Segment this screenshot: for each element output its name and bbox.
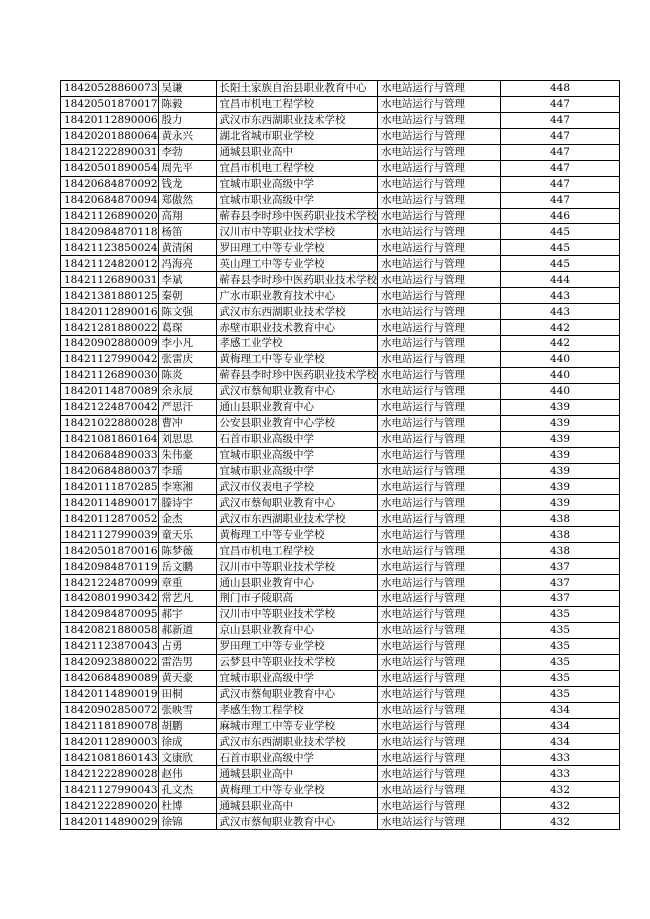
major-cell: 水电站运行与管理 bbox=[378, 750, 501, 766]
school-name-cell: 云梦县中等职业技术学校 bbox=[216, 654, 378, 670]
candidate-name-cell: 陈炎 bbox=[158, 367, 216, 383]
major-cell: 水电站运行与管理 bbox=[378, 367, 501, 383]
score-cell: 437 bbox=[501, 591, 620, 607]
score-cell: 442 bbox=[501, 336, 620, 352]
candidate-name-cell: 黄清闲 bbox=[158, 240, 216, 256]
candidate-id-cell: 18420501870016 bbox=[61, 543, 159, 559]
candidate-name-cell: 李小凡 bbox=[158, 336, 216, 352]
school-name-cell: 武汉市东西湖职业技术学校 bbox=[216, 112, 378, 128]
major-cell: 水电站运行与管理 bbox=[378, 383, 501, 399]
candidate-id-cell: 18421222890031 bbox=[61, 144, 159, 160]
score-cell: 435 bbox=[501, 686, 620, 702]
school-name-cell: 孝感生物工程学校 bbox=[216, 702, 378, 718]
score-cell: 443 bbox=[501, 288, 620, 304]
candidate-name-cell: 吴谦 bbox=[158, 81, 216, 97]
school-name-cell: 汉川市中等职业技术学校 bbox=[216, 559, 378, 575]
candidate-id-cell: 18421123870043 bbox=[61, 638, 159, 654]
score-cell: 447 bbox=[501, 160, 620, 176]
score-cell: 446 bbox=[501, 208, 620, 224]
score-cell: 439 bbox=[501, 431, 620, 447]
school-name-cell: 武汉市仪表电子学校 bbox=[216, 479, 378, 495]
candidate-id-cell: 18420821880058 bbox=[61, 622, 159, 638]
candidate-id-cell: 18420501890054 bbox=[61, 160, 159, 176]
major-cell: 水电站运行与管理 bbox=[378, 670, 501, 686]
table-row bbox=[61, 718, 620, 734]
score-cell: 439 bbox=[501, 447, 620, 463]
score-cell: 432 bbox=[501, 814, 620, 830]
major-cell: 水电站运行与管理 bbox=[378, 654, 501, 670]
candidate-name-cell: 孔文杰 bbox=[158, 782, 216, 798]
candidate-id-cell: 18421022880028 bbox=[61, 415, 159, 431]
candidate-name-cell: 余永辰 bbox=[158, 383, 216, 399]
candidate-name-cell: 高翔 bbox=[158, 208, 216, 224]
candidate-name-cell: 胡鹏 bbox=[158, 718, 216, 734]
major-cell: 水电站运行与管理 bbox=[378, 495, 501, 511]
school-name-cell: 通山县职业教育中心 bbox=[216, 575, 378, 591]
school-name-cell: 武汉市蔡甸职业教育中心 bbox=[216, 383, 378, 399]
school-name-cell: 蕲春县李时珍中医药职业技术学校 bbox=[216, 367, 378, 383]
table-row bbox=[61, 224, 620, 240]
score-cell: 434 bbox=[501, 702, 620, 718]
candidate-id-cell: 18420984870095 bbox=[61, 606, 159, 622]
table-row bbox=[61, 351, 620, 367]
school-name-cell: 宜城市职业高级中学 bbox=[216, 463, 378, 479]
candidate-id-cell: 18421123850024 bbox=[61, 240, 159, 256]
score-cell: 443 bbox=[501, 304, 620, 320]
candidate-name-cell: 徐锦 bbox=[158, 814, 216, 830]
candidate-id-cell: 18420684890033 bbox=[61, 447, 159, 463]
score-cell: 438 bbox=[501, 527, 620, 543]
score-cell: 435 bbox=[501, 622, 620, 638]
candidate-id-cell: 18420984870118 bbox=[61, 224, 159, 240]
candidate-name-cell: 郑傲然 bbox=[158, 192, 216, 208]
candidate-id-cell: 18420114890017 bbox=[61, 495, 159, 511]
major-cell: 水电站运行与管理 bbox=[378, 702, 501, 718]
school-name-cell: 蕲春县李时珍中医药职业技术学校 bbox=[216, 272, 378, 288]
candidate-name-cell: 黄永兴 bbox=[158, 128, 216, 144]
candidate-name-cell: 陈文强 bbox=[158, 304, 216, 320]
school-name-cell: 武汉市东西湖职业技术学校 bbox=[216, 304, 378, 320]
candidate-id-cell: 18421124820012 bbox=[61, 256, 159, 272]
score-cell: 445 bbox=[501, 256, 620, 272]
table-row bbox=[61, 367, 620, 383]
major-cell: 水电站运行与管理 bbox=[378, 351, 501, 367]
score-cell: 439 bbox=[501, 463, 620, 479]
school-name-cell: 京山县职业教育中心 bbox=[216, 622, 378, 638]
school-name-cell: 石首市职业高级中学 bbox=[216, 750, 378, 766]
school-name-cell: 通城县职业高中 bbox=[216, 798, 378, 814]
candidate-id-cell: 18420114890019 bbox=[61, 686, 159, 702]
candidate-name-cell: 郝新道 bbox=[158, 622, 216, 638]
school-name-cell: 武汉市东西湖职业技术学校 bbox=[216, 734, 378, 750]
candidate-id-cell: 18420902850072 bbox=[61, 702, 159, 718]
candidate-id-cell: 18421224870042 bbox=[61, 399, 159, 415]
major-cell: 水电站运行与管理 bbox=[378, 96, 501, 112]
school-name-cell: 武汉市蔡甸职业教育中心 bbox=[216, 814, 378, 830]
score-cell: 440 bbox=[501, 351, 620, 367]
score-cell: 439 bbox=[501, 399, 620, 415]
school-name-cell: 宜城市职业高级中学 bbox=[216, 192, 378, 208]
score-cell: 445 bbox=[501, 224, 620, 240]
score-cell: 447 bbox=[501, 96, 620, 112]
major-cell: 水电站运行与管理 bbox=[378, 256, 501, 272]
score-cell: 447 bbox=[501, 176, 620, 192]
major-cell: 水电站运行与管理 bbox=[378, 320, 501, 336]
candidate-id-cell: 18420111870285 bbox=[61, 479, 159, 495]
table-row bbox=[61, 144, 620, 160]
school-name-cell: 麻城市理工中等专业学校 bbox=[216, 718, 378, 734]
candidate-name-cell: 李瑶 bbox=[158, 463, 216, 479]
major-cell: 水电站运行与管理 bbox=[378, 511, 501, 527]
school-name-cell: 长阳土家族自治县职业教育中心 bbox=[216, 81, 378, 97]
school-name-cell: 罗田理工中等专业学校 bbox=[216, 240, 378, 256]
candidate-name-cell: 常艺凡 bbox=[158, 591, 216, 607]
major-cell: 水电站运行与管理 bbox=[378, 479, 501, 495]
major-cell: 水电站运行与管理 bbox=[378, 575, 501, 591]
major-cell: 水电站运行与管理 bbox=[378, 240, 501, 256]
candidate-id-cell: 18420112890006 bbox=[61, 112, 159, 128]
table-row bbox=[61, 766, 620, 782]
candidate-name-cell: 周先平 bbox=[158, 160, 216, 176]
school-name-cell: 荆门市子陵职高 bbox=[216, 591, 378, 607]
candidate-id-cell: 18421381880125 bbox=[61, 288, 159, 304]
candidate-name-cell: 葛琛 bbox=[158, 320, 216, 336]
table-row bbox=[61, 304, 620, 320]
major-cell: 水电站运行与管理 bbox=[378, 463, 501, 479]
candidate-id-cell: 18420684890089 bbox=[61, 670, 159, 686]
candidate-id-cell: 18420801990342 bbox=[61, 591, 159, 607]
candidate-name-cell: 雷浩男 bbox=[158, 654, 216, 670]
candidate-id-cell: 18420984870119 bbox=[61, 559, 159, 575]
table-row bbox=[61, 495, 620, 511]
major-cell: 水电站运行与管理 bbox=[378, 208, 501, 224]
score-cell: 439 bbox=[501, 479, 620, 495]
table-row bbox=[61, 654, 620, 670]
school-name-cell: 通城县职业高中 bbox=[216, 144, 378, 160]
major-cell: 水电站运行与管理 bbox=[378, 782, 501, 798]
score-cell: 439 bbox=[501, 415, 620, 431]
major-cell: 水电站运行与管理 bbox=[378, 192, 501, 208]
candidate-name-cell: 杜博 bbox=[158, 798, 216, 814]
table-row bbox=[61, 559, 620, 575]
major-cell: 水电站运行与管理 bbox=[378, 415, 501, 431]
score-cell: 434 bbox=[501, 718, 620, 734]
candidate-name-cell: 徐成 bbox=[158, 734, 216, 750]
school-name-cell: 英山理工中等专业学校 bbox=[216, 256, 378, 272]
school-name-cell: 湖北省城市职业学校 bbox=[216, 128, 378, 144]
score-cell: 447 bbox=[501, 112, 620, 128]
school-name-cell: 汉川市中等职业技术学校 bbox=[216, 224, 378, 240]
major-cell: 水电站运行与管理 bbox=[378, 606, 501, 622]
candidate-name-cell: 李斌 bbox=[158, 272, 216, 288]
major-cell: 水电站运行与管理 bbox=[378, 176, 501, 192]
table-row bbox=[61, 288, 620, 304]
candidate-name-cell: 杨笛 bbox=[158, 224, 216, 240]
candidate-id-cell: 18421126890030 bbox=[61, 367, 159, 383]
candidate-name-cell: 赵伟 bbox=[158, 766, 216, 782]
candidate-id-cell: 18421127990043 bbox=[61, 782, 159, 798]
score-cell: 435 bbox=[501, 638, 620, 654]
candidate-id-cell: 18420114890029 bbox=[61, 814, 159, 830]
candidate-name-cell: 刘思思 bbox=[158, 431, 216, 447]
table-row bbox=[61, 128, 620, 144]
score-cell: 438 bbox=[501, 511, 620, 527]
table-row bbox=[61, 463, 620, 479]
table-row bbox=[61, 160, 620, 176]
major-cell: 水电站运行与管理 bbox=[378, 336, 501, 352]
school-name-cell: 宜城市职业高级中学 bbox=[216, 670, 378, 686]
table-row bbox=[61, 208, 620, 224]
candidate-name-cell: 张雷庆 bbox=[158, 351, 216, 367]
candidate-id-cell: 18420112890003 bbox=[61, 734, 159, 750]
table-row bbox=[61, 112, 620, 128]
score-cell: 445 bbox=[501, 240, 620, 256]
score-cell: 433 bbox=[501, 766, 620, 782]
candidate-name-cell: 李寒湘 bbox=[158, 479, 216, 495]
table-row bbox=[61, 176, 620, 192]
major-cell: 水电站运行与管理 bbox=[378, 527, 501, 543]
candidate-id-cell: 18420684870094 bbox=[61, 192, 159, 208]
school-name-cell: 通山县职业教育中心 bbox=[216, 399, 378, 415]
candidate-id-cell: 18420684880037 bbox=[61, 463, 159, 479]
table-row bbox=[61, 415, 620, 431]
candidate-name-cell: 岳文鹏 bbox=[158, 559, 216, 575]
candidate-id-cell: 18420902880009 bbox=[61, 336, 159, 352]
major-cell: 水电站运行与管理 bbox=[378, 224, 501, 240]
school-name-cell: 宜昌市机电工程学校 bbox=[216, 543, 378, 559]
candidate-name-cell: 文康欣 bbox=[158, 750, 216, 766]
table-row bbox=[61, 527, 620, 543]
table-row bbox=[61, 686, 620, 702]
candidate-id-cell: 18420923880022 bbox=[61, 654, 159, 670]
candidate-id-cell: 18421081860143 bbox=[61, 750, 159, 766]
candidate-id-cell: 18420112890016 bbox=[61, 304, 159, 320]
major-cell: 水电站运行与管理 bbox=[378, 718, 501, 734]
table-row bbox=[61, 543, 620, 559]
candidate-name-cell: 章重 bbox=[158, 575, 216, 591]
major-cell: 水电站运行与管理 bbox=[378, 272, 501, 288]
candidate-id-cell: 18421126890020 bbox=[61, 208, 159, 224]
school-name-cell: 汉川市中等职业技术学校 bbox=[216, 606, 378, 622]
score-cell: 433 bbox=[501, 750, 620, 766]
school-name-cell: 通城县职业高中 bbox=[216, 766, 378, 782]
major-cell: 水电站运行与管理 bbox=[378, 734, 501, 750]
candidate-id-cell: 18420528860073 bbox=[61, 81, 159, 97]
table-row bbox=[61, 782, 620, 798]
score-table bbox=[60, 80, 620, 830]
candidate-id-cell: 18421181890078 bbox=[61, 718, 159, 734]
candidate-name-cell: 郝宇 bbox=[158, 606, 216, 622]
school-name-cell: 蕲春县李时珍中医药职业技术学校 bbox=[216, 208, 378, 224]
major-cell: 水电站运行与管理 bbox=[378, 798, 501, 814]
table-row bbox=[61, 622, 620, 638]
school-name-cell: 武汉市蔡甸职业教育中心 bbox=[216, 495, 378, 511]
score-cell: 442 bbox=[501, 320, 620, 336]
table-row bbox=[61, 320, 620, 336]
candidate-id-cell: 18420201880064 bbox=[61, 128, 159, 144]
candidate-name-cell: 黄天豪 bbox=[158, 670, 216, 686]
candidate-id-cell: 18421222890020 bbox=[61, 798, 159, 814]
table-row bbox=[61, 606, 620, 622]
score-cell: 447 bbox=[501, 192, 620, 208]
major-cell: 水电站运行与管理 bbox=[378, 81, 501, 97]
major-cell: 水电站运行与管理 bbox=[378, 431, 501, 447]
table-row bbox=[61, 750, 620, 766]
major-cell: 水电站运行与管理 bbox=[378, 622, 501, 638]
school-name-cell: 武汉市蔡甸职业教育中心 bbox=[216, 686, 378, 702]
table-row bbox=[61, 96, 620, 112]
table-row bbox=[61, 798, 620, 814]
candidate-name-cell: 占勇 bbox=[158, 638, 216, 654]
score-cell: 435 bbox=[501, 670, 620, 686]
school-name-cell: 宜昌市机电工程学校 bbox=[216, 160, 378, 176]
table-row bbox=[61, 383, 620, 399]
candidate-id-cell: 18421281880022 bbox=[61, 320, 159, 336]
candidate-name-cell: 滕诗宇 bbox=[158, 495, 216, 511]
major-cell: 水电站运行与管理 bbox=[378, 559, 501, 575]
table-row bbox=[61, 336, 620, 352]
table-row bbox=[61, 479, 620, 495]
school-name-cell: 赤壁市职业技术教育中心 bbox=[216, 320, 378, 336]
score-table-body bbox=[61, 81, 620, 830]
school-name-cell: 黄梅理工中等专业学校 bbox=[216, 527, 378, 543]
candidate-id-cell: 18420114870089 bbox=[61, 383, 159, 399]
school-name-cell: 石首市职业高级中学 bbox=[216, 431, 378, 447]
school-name-cell: 武汉市东西湖职业技术学校 bbox=[216, 511, 378, 527]
table-row bbox=[61, 399, 620, 415]
table-row bbox=[61, 814, 620, 830]
major-cell: 水电站运行与管理 bbox=[378, 144, 501, 160]
candidate-name-cell: 冯海亮 bbox=[158, 256, 216, 272]
major-cell: 水电站运行与管理 bbox=[378, 543, 501, 559]
major-cell: 水电站运行与管理 bbox=[378, 686, 501, 702]
score-cell: 439 bbox=[501, 495, 620, 511]
candidate-name-cell: 严思汗 bbox=[158, 399, 216, 415]
candidate-name-cell: 钱龙 bbox=[158, 176, 216, 192]
table-row bbox=[61, 734, 620, 750]
major-cell: 水电站运行与管理 bbox=[378, 766, 501, 782]
school-name-cell: 公安县职业教育中心学校 bbox=[216, 415, 378, 431]
score-cell: 437 bbox=[501, 559, 620, 575]
major-cell: 水电站运行与管理 bbox=[378, 160, 501, 176]
table-row bbox=[61, 192, 620, 208]
candidate-name-cell: 童天乐 bbox=[158, 527, 216, 543]
major-cell: 水电站运行与管理 bbox=[378, 128, 501, 144]
candidate-id-cell: 18421224870099 bbox=[61, 575, 159, 591]
school-name-cell: 宜城市职业高级中学 bbox=[216, 447, 378, 463]
score-cell: 447 bbox=[501, 128, 620, 144]
school-name-cell: 黄梅理工中等专业学校 bbox=[216, 782, 378, 798]
score-cell: 447 bbox=[501, 144, 620, 160]
score-cell: 435 bbox=[501, 654, 620, 670]
candidate-name-cell: 金杰 bbox=[158, 511, 216, 527]
score-cell: 438 bbox=[501, 543, 620, 559]
major-cell: 水电站运行与管理 bbox=[378, 447, 501, 463]
table-row bbox=[61, 591, 620, 607]
score-cell: 440 bbox=[501, 383, 620, 399]
candidate-name-cell: 陈毅 bbox=[158, 96, 216, 112]
candidate-id-cell: 18420112870052 bbox=[61, 511, 159, 527]
table-row bbox=[61, 670, 620, 686]
score-cell: 444 bbox=[501, 272, 620, 288]
score-cell: 432 bbox=[501, 798, 620, 814]
candidate-id-cell: 18421127990042 bbox=[61, 351, 159, 367]
candidate-id-cell: 18421222890028 bbox=[61, 766, 159, 782]
candidate-id-cell: 18421126890031 bbox=[61, 272, 159, 288]
score-cell: 434 bbox=[501, 734, 620, 750]
candidate-name-cell: 张映雪 bbox=[158, 702, 216, 718]
table-row bbox=[61, 447, 620, 463]
school-name-cell: 宜昌市机电工程学校 bbox=[216, 96, 378, 112]
table-row bbox=[61, 81, 620, 97]
table-row bbox=[61, 638, 620, 654]
candidate-name-cell: 陈梦薇 bbox=[158, 543, 216, 559]
major-cell: 水电站运行与管理 bbox=[378, 591, 501, 607]
major-cell: 水电站运行与管理 bbox=[378, 638, 501, 654]
candidate-name-cell: 殷力 bbox=[158, 112, 216, 128]
major-cell: 水电站运行与管理 bbox=[378, 399, 501, 415]
candidate-name-cell: 朱伟豪 bbox=[158, 447, 216, 463]
table-row bbox=[61, 575, 620, 591]
score-cell: 448 bbox=[501, 81, 620, 97]
candidate-id-cell: 18421127990039 bbox=[61, 527, 159, 543]
score-cell: 437 bbox=[501, 575, 620, 591]
major-cell: 水电站运行与管理 bbox=[378, 814, 501, 830]
table-row bbox=[61, 431, 620, 447]
table-row bbox=[61, 256, 620, 272]
candidate-name-cell: 李勃 bbox=[158, 144, 216, 160]
school-name-cell: 广水市职业教育技术中心 bbox=[216, 288, 378, 304]
score-cell: 440 bbox=[501, 367, 620, 383]
table-row bbox=[61, 702, 620, 718]
major-cell: 水电站运行与管理 bbox=[378, 304, 501, 320]
table-row bbox=[61, 240, 620, 256]
score-cell: 432 bbox=[501, 782, 620, 798]
candidate-id-cell: 18421081860164 bbox=[61, 431, 159, 447]
school-name-cell: 孝感工业学校 bbox=[216, 336, 378, 352]
table-row bbox=[61, 272, 620, 288]
major-cell: 水电站运行与管理 bbox=[378, 288, 501, 304]
major-cell: 水电站运行与管理 bbox=[378, 112, 501, 128]
school-name-cell: 宜城市职业高级中学 bbox=[216, 176, 378, 192]
score-cell: 435 bbox=[501, 606, 620, 622]
candidate-name-cell: 秦朝 bbox=[158, 288, 216, 304]
candidate-id-cell: 18420501870017 bbox=[61, 96, 159, 112]
school-name-cell: 黄梅理工中等专业学校 bbox=[216, 351, 378, 367]
candidate-id-cell: 18420684870092 bbox=[61, 176, 159, 192]
candidate-name-cell: 田桐 bbox=[158, 686, 216, 702]
candidate-name-cell: 曹冲 bbox=[158, 415, 216, 431]
school-name-cell: 罗田理工中等专业学校 bbox=[216, 638, 378, 654]
table-row bbox=[61, 511, 620, 527]
